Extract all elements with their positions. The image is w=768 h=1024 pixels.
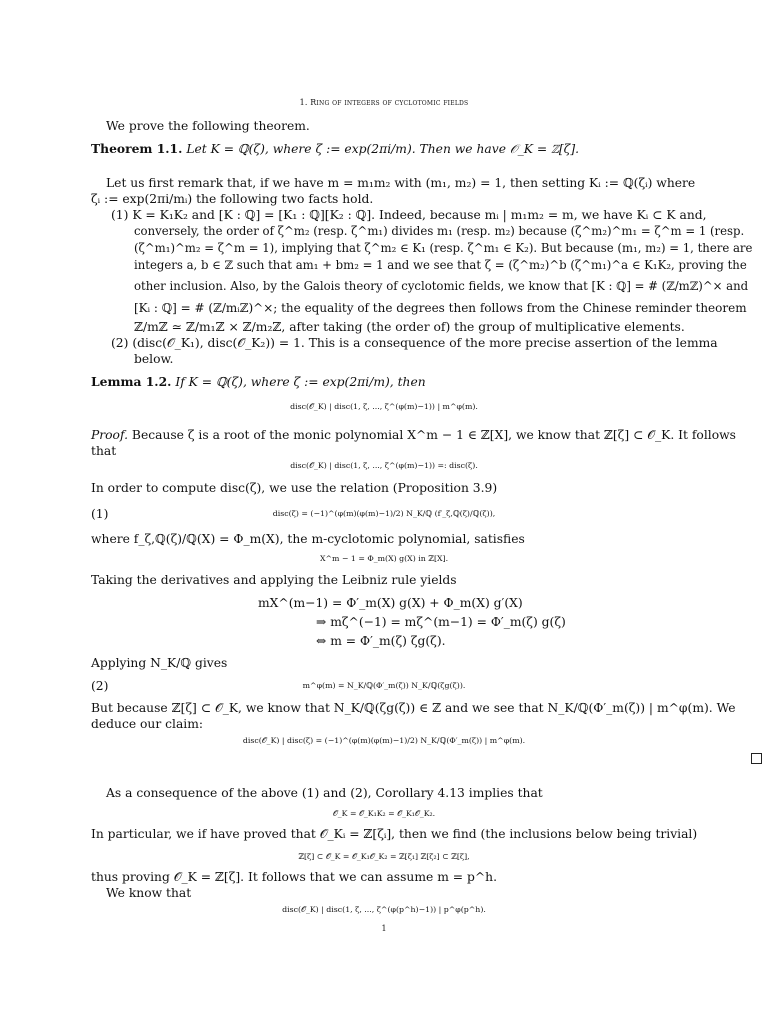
proof-line: Applying N_K/ℚ gives (91, 656, 228, 670)
lemma-statement (91, 374, 426, 390)
lemma-text: If K = ℚ(ζ), where ζ := exp(2πi/m), then (175, 375, 426, 389)
proof-text: Because ζ is a root of the monic polynomial X^m − 1 ∈ ℤ[X], we know that ℤ[ζ] ⊂ 𝒪_K. It follows (131, 428, 736, 442)
item1-line: integers a, b ∈ ℤ such that am₁ + bm₂ = 1 and we see that ζ = (ζ^m₂)^b (ζ^m₁)^a ∈ K₁K₂, proving the (134, 258, 747, 272)
proof-equation: disc(𝒪_K) | disc(1, ζ, ..., ζ^(φ(m)−1)) =: disc(ζ). (290, 461, 478, 470)
proof-line: where f_ζ,ℚ(ζ)/ℚ(X) = Φ_m(X), the m-cyclotomic polynomial, satisfies (91, 532, 525, 546)
derivative-line: ⇔ m = Φ′_m(ζ) ζg(ζ). (316, 634, 446, 648)
proof-line: But because ℤ[ζ] ⊂ 𝒪_K, we know that N_K/ℚ(ζg(ζ)) ∈ ℤ and we see that N_K/ℚ(Φ′_m(ζ)) | m^φ(m). We (91, 701, 736, 715)
proof-line: deduce our claim: (91, 717, 204, 731)
page-number: 1 (381, 924, 387, 933)
remark-line: ζᵢ := exp(2πi/mᵢ) the following two facts hold. (91, 192, 374, 206)
proof-label: Proof. (91, 428, 128, 442)
lemma-equation: disc(𝒪_K) | disc(1, ζ, ..., ζ^(φ(m)−1)) | m^φ(m). (290, 402, 478, 411)
item1-line: (ζ^m₁)^m₂ = ζ^m = 1), implying that ζ^m₂ ∈ K₁ (resp. ζ^m₁ ∈ K₂). But because (m₁, m₂) = 1, there are (134, 241, 753, 255)
proof-equation: disc(𝒪_K) | disc(ζ) = (−1)^(φ(m)(φ(m)−1)/2) N_K/ℚ(Φ′_m(ζ)) | m^φ(m). (242, 736, 526, 745)
qed-symbol (751, 753, 762, 764)
body-equation: 𝒪_K = 𝒪_K₁K₂ = 𝒪_K₁𝒪_K₂. (332, 809, 436, 818)
lemma-label: Lemma 1.2. (91, 374, 172, 389)
item1-line: (1) K = K₁K₂ and [K : ℚ] = [K₁ : ℚ][K₂ : ℚ]. Indeed, because mᵢ | m₁m₂ = m, we have Kᵢ ⊂ K and, (111, 208, 707, 222)
item1-line: conversely, the order of ζ^m₂ (resp. ζ^m₁) divides m₁ (resp. m₂) because (ζ^m₂)^m₁ = ζ^m = 1 (resp. (134, 224, 745, 238)
item2-line: below. (134, 352, 174, 366)
body-line: We know that (106, 886, 192, 900)
proof-equation: X^m − 1 = Φ_m(X) g(X) in ℤ[X]. (319, 554, 449, 563)
theorem-text: Let K = ℚ(ζ), where ζ := exp(2πi/m). Then we have 𝒪_K = ℤ[ζ]. (186, 142, 580, 156)
intro-text: We prove the following theorem. (106, 119, 310, 133)
proof-line: Taking the derivatives and applying the Leibniz rule yields (91, 573, 457, 587)
section-heading: 1. Ring of integers of cyclotomic fields (299, 98, 469, 107)
body-equation: disc(𝒪_K) | disc(1, ζ, ..., ζ^(φ(p^h)−1)) | p^φ(p^h). (282, 905, 486, 914)
body-line: thus proving 𝒪_K = ℤ[ζ]. It follows that we can assume m = p^h. (91, 870, 497, 884)
derivative-line: mX^(m−1) = Φ′_m(X) g(X) + Φ_m(X) g′(X) (258, 596, 523, 610)
item2-line: (2) (disc(𝒪_K₁), disc(𝒪_K₂)) = 1. This is a consequence of the more precise assertion of the lemma (111, 336, 718, 350)
body-line: As a consequence of the above (1) and (2), Corollary 4.13 implies that (106, 786, 543, 800)
remark-line: Let us first remark that, if we have m = m₁m₂ with (m₁, m₂) = 1, then setting Kᵢ := ℚ(ζᵢ) where (106, 176, 696, 190)
equation-1: disc(ζ) = (−1)^(φ(m)(φ(m)−1)/2) N_K/ℚ (f′_ζ,ℚ(ζ)/ℚ(ζ)), (272, 509, 496, 518)
equation-tag: (1) (91, 507, 109, 521)
proof-line: that (91, 444, 117, 458)
proof-line: In order to compute disc(ζ), we use the relation (Proposition 3.9) (91, 481, 498, 495)
item1-line: [Kᵢ : ℚ] = # (ℤ/mᵢℤ)^×; the equality of the degrees then follows from the Chinese reminder theorem (134, 301, 747, 315)
derivative-line: ⇒ mζ^(−1) = mζ^(m−1) = Φ′_m(ζ) g(ζ) (316, 615, 566, 629)
proof-line (91, 427, 736, 443)
theorem-statement (91, 141, 579, 157)
body-equation: ℤ[ζ] ⊂ 𝒪_K = 𝒪_K₁𝒪_K₂ = ℤ[ζ₁] ℤ[ζ₂] ⊂ ℤ[ζ], (298, 852, 470, 861)
equation-tag: (2) (91, 679, 109, 693)
equation-2: m^φ(m) = N_K/ℚ(Φ′_m(ζ)) N_K/ℚ(ζg(ζ)). (302, 681, 466, 690)
body-line: In particular, we if have proved that 𝒪_Kᵢ = ℤ[ζᵢ], then we find (the inclusions below being trivial) (91, 827, 698, 841)
theorem-label: Theorem 1.1. (91, 141, 183, 156)
item1-line: ℤ/mℤ ≃ ℤ/m₁ℤ × ℤ/m₂ℤ, after taking (the order of) the group of multiplicative elements. (134, 320, 685, 334)
item1-line: other inclusion. Also, by the Galois theory of cyclotomic fields, we know that [K : ℚ] = # (ℤ/mℤ)^× and (134, 279, 749, 293)
